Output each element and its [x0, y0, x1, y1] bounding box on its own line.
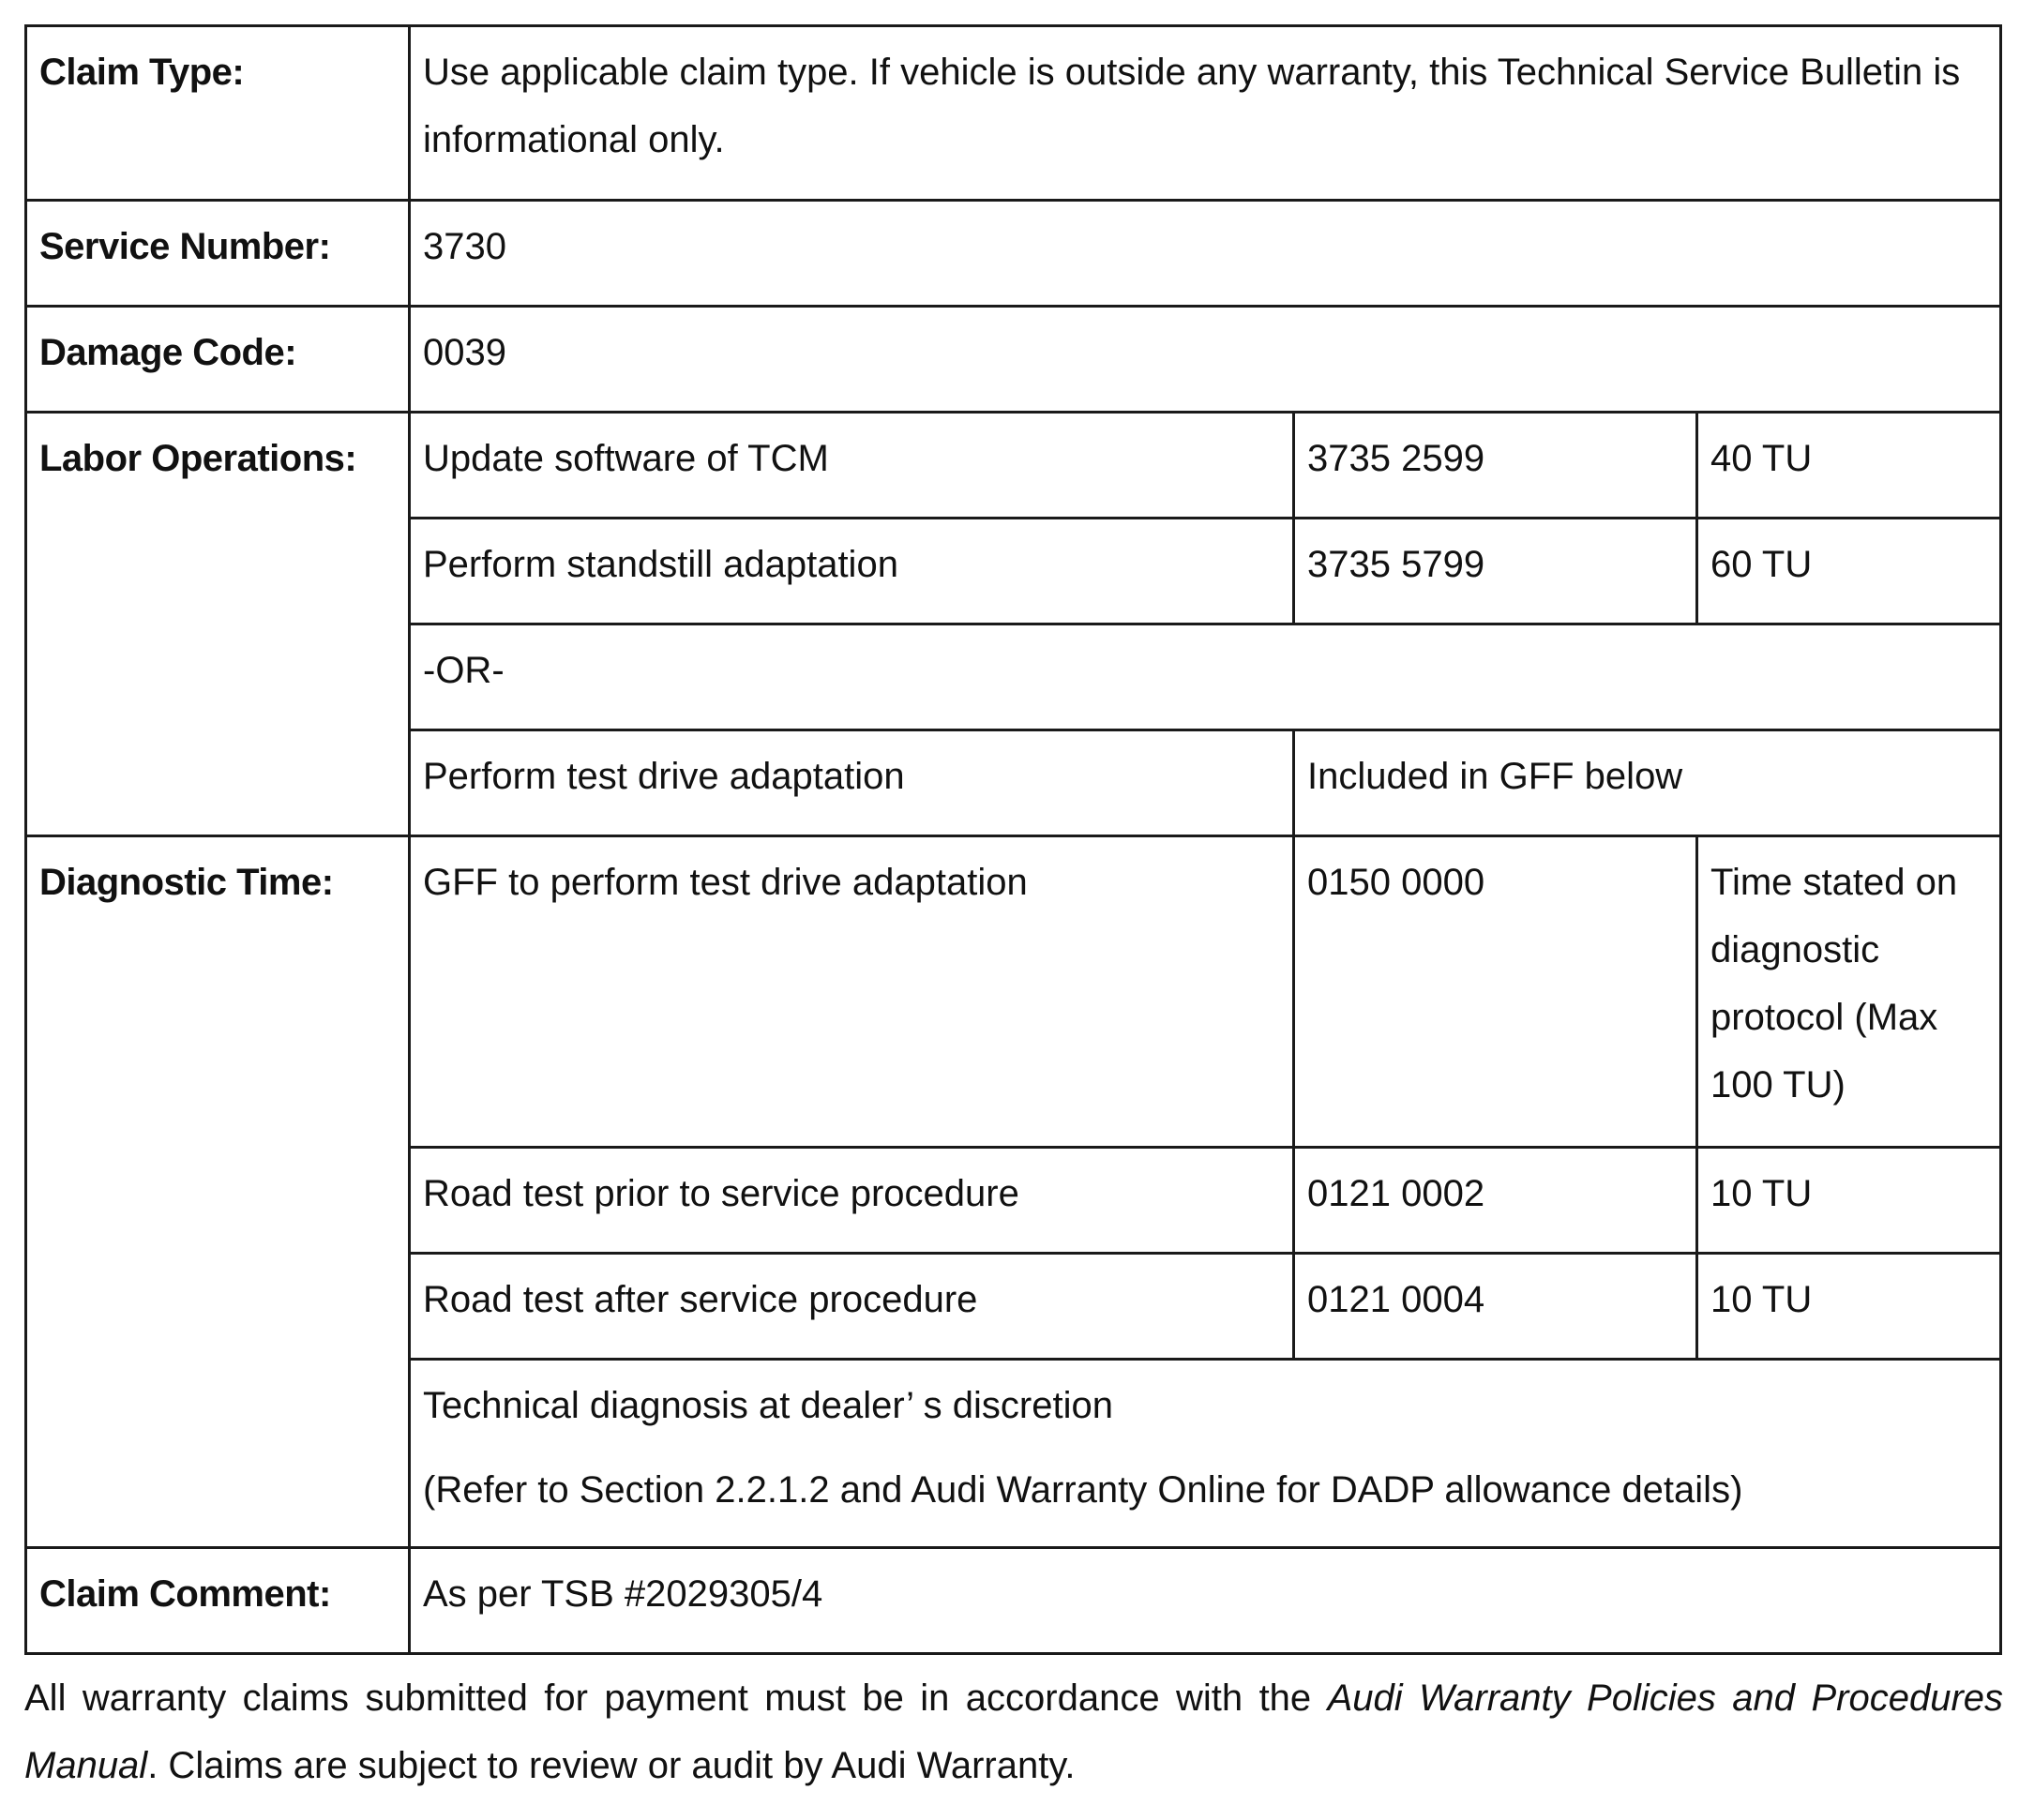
- dadp-reference-text: (Refer to Section 2.2.1.2 and Audi Warranty Online for DADP allowance details): [423, 1469, 1743, 1511]
- service-number-row: [26, 201, 2001, 307]
- claim-comment-value: As per TSB #2029305/4: [410, 1548, 2001, 1654]
- diagnostic-description: Road test after service procedure: [410, 1254, 1294, 1360]
- technical-diagnosis-cell: [410, 1360, 2001, 1548]
- labor-operation-description: Update software of TCM: [410, 413, 1294, 519]
- diagnostic-code: 0121 0002: [1294, 1148, 1697, 1254]
- labor-operation-code: 3735 5799: [1294, 519, 1697, 624]
- diagnostic-code: 0150 0000: [1294, 836, 1697, 1148]
- warranty-claim-table: [24, 24, 2002, 1655]
- labor-operation-time: 60 TU: [1697, 519, 2001, 624]
- labor-alt-description: Perform test drive adaptation: [410, 730, 1294, 836]
- labor-operation-code: 3735 2599: [1294, 413, 1697, 519]
- policies-manual-title: Audi Warranty Policies and Procedures Manual: [24, 1677, 2004, 1786]
- diagnostic-time-value: 10 TU: [1697, 1148, 2001, 1254]
- warranty-footer-note: [24, 1664, 2003, 1799]
- damage-code-row: [26, 307, 2001, 413]
- diagnostic-description: Road test prior to service procedure: [410, 1148, 1294, 1254]
- claim-type-row: [26, 26, 2001, 201]
- claim-comment-row: [26, 1548, 2001, 1654]
- diagnostic-description: GFF to perform test drive adaptation: [410, 836, 1294, 1148]
- diagnostic-time-label: Diagnostic Time:: [26, 836, 410, 1548]
- diagnostic-time-value: Time stated on diagnostic protocol (Max 100 TU): [1697, 836, 2001, 1148]
- footer-text-after: . Claims are subject to review or audit by Audi Warranty.: [147, 1745, 1076, 1786]
- labor-operations-label: Labor Operations:: [26, 413, 410, 836]
- service-number-value: 3730: [410, 201, 2001, 307]
- labor-operation-description: Perform standstill adaptation: [410, 519, 1294, 624]
- technical-diagnosis-text: Technical diagnosis at dealer’ s discretion: [423, 1385, 1113, 1426]
- labor-or-text: -OR-: [410, 624, 2001, 730]
- claim-type-label: Claim Type:: [26, 26, 410, 201]
- diagnostic-time-value: 10 TU: [1697, 1254, 2001, 1360]
- damage-code-value: 0039: [410, 307, 2001, 413]
- diagnostic-row: [26, 836, 2001, 1148]
- service-number-label: Service Number:: [26, 201, 410, 307]
- labor-operation-time: 40 TU: [1697, 413, 2001, 519]
- damage-code-label: Damage Code:: [26, 307, 410, 413]
- footer-text-before: All warranty claims submitted for payment must be in accordance with the: [24, 1677, 1328, 1719]
- claim-comment-label: Claim Comment:: [26, 1548, 410, 1654]
- labor-alt-note: Included in GFF below: [1294, 730, 2001, 836]
- diagnostic-code: 0121 0004: [1294, 1254, 1697, 1360]
- claim-type-value: Use applicable claim type. If vehicle is outside any warranty, this Technical Service Bulletin is informational only.: [410, 26, 2001, 201]
- labor-operation-row: [26, 413, 2001, 519]
